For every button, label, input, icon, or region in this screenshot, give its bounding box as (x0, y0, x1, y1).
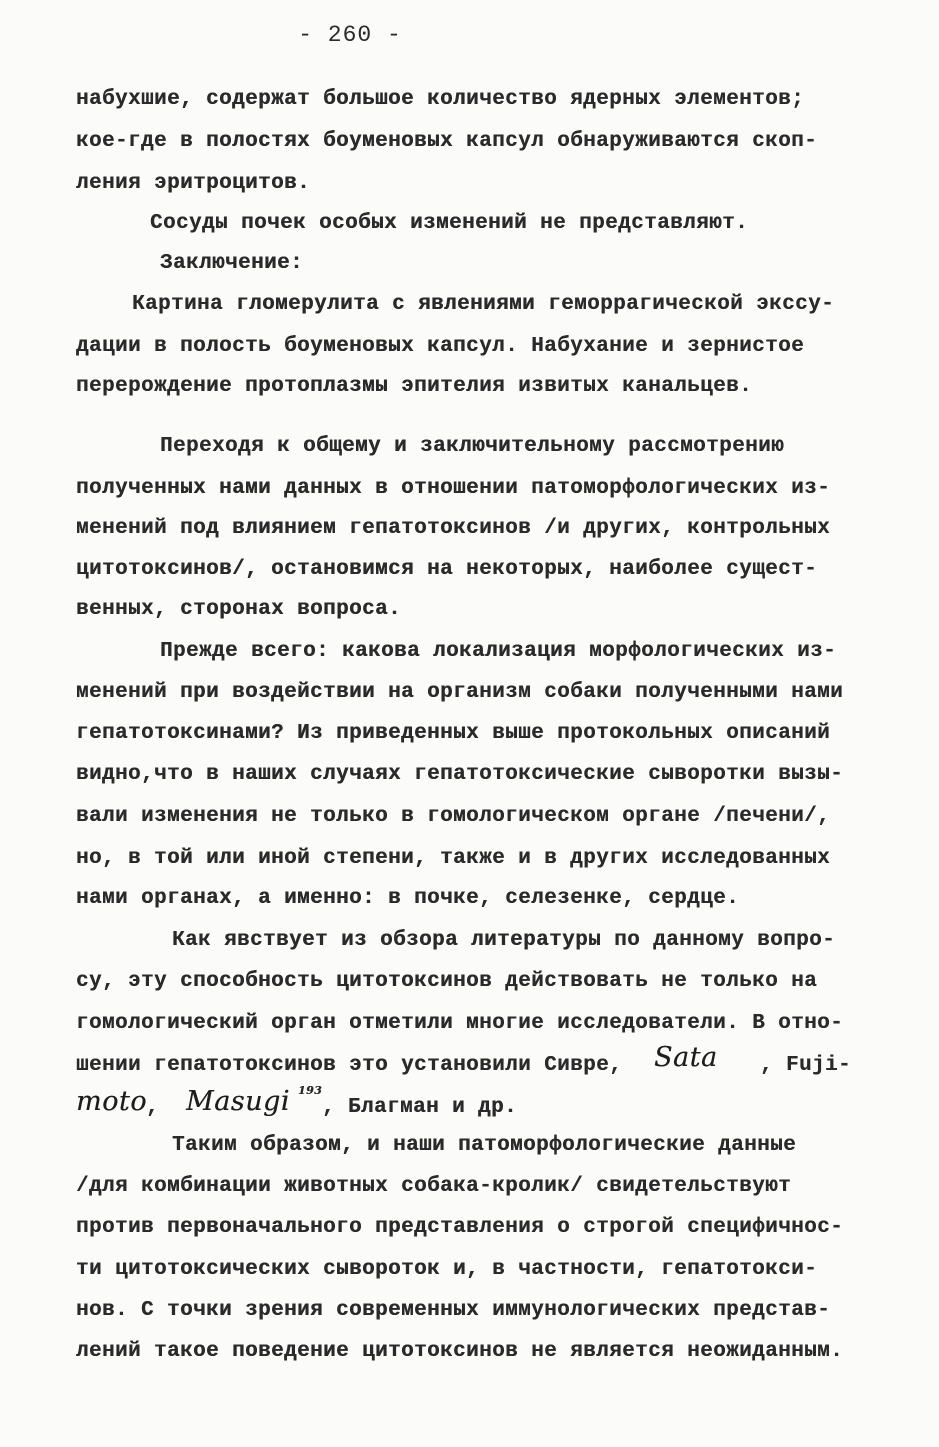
text-line: ти цитотоксических сывороток и, в частности, гепатотокси- (76, 1258, 818, 1281)
text-line: Как явствует из обзора литературы по данному вопро- (172, 929, 836, 952)
text-line: видно,что в наших случаях гепатотоксические сыворотки вызы- (76, 763, 844, 786)
page-number: - 260 - (298, 22, 402, 48)
handwritten-name-moto: moto (76, 1086, 147, 1117)
section-heading: Заключение: (160, 252, 304, 275)
text-line: /для комбинации животных собака-кролик/ свидетельствуют (76, 1175, 792, 1198)
text-line: су, эту способность цитотоксинов действовать не только на (76, 970, 818, 993)
text-line: менений под влиянием гепатотоксинов /и других, контрольных (76, 517, 831, 540)
reference-number: 193 (298, 1084, 323, 1097)
text-line: перерождение протоплазмы эпителия извитых канальцев. (76, 375, 753, 398)
text-line: но, в той или иной степени, также и в других исследованных (76, 847, 831, 870)
text-line: , (146, 1096, 160, 1119)
text-line: вали изменения не только в гомологическом органе /печени/, (76, 805, 831, 828)
text-line: лений такое поведение цитотоксинов не является неожиданным. (76, 1340, 844, 1363)
text-line: гепатотоксинами? Из приведенных выше протокольных описаний (76, 722, 831, 745)
text-line: ления эритроцитов. (76, 172, 311, 195)
text-line: полученных нами данных в отношении патоморфологических из- (76, 477, 831, 500)
text-line: кое-где в полостях боуменовых капсул обнаруживаются скоп- (76, 130, 818, 153)
text-line: шении гепатотоксинов это установили Сивре, (76, 1054, 623, 1077)
text-line: Таким образом, и наши патоморфологические данные (172, 1134, 797, 1157)
text-line: менений при воздействии на организм собаки полученными нами (76, 681, 844, 704)
text-line: нов. С точки зрения современных иммунологических представ- (76, 1299, 831, 1322)
text-line: против первоначального представления о строгой специфичнос- (76, 1216, 844, 1239)
text-line: Сосуды почек особых изменений не представляют. (150, 212, 749, 235)
text-line: нами органах, а именно: в почке, селезенке, сердце. (76, 887, 740, 910)
text-line: дации в полость боуменовых капсул. Набухание и зернистое (76, 335, 805, 358)
text-line: цитотоксинов/, остановимся на некоторых, наиболее сущест- (76, 558, 818, 581)
text-line: , Fuji- (760, 1054, 852, 1077)
handwritten-name-masugi: Masugi (186, 1086, 290, 1117)
text-line: Переходя к общему и заключительному рассмотрению (160, 435, 785, 458)
text-line: Картина гломерулита с явлениями геморрагической экссу- (132, 293, 835, 316)
handwritten-name-sata: Sata (654, 1042, 718, 1073)
text-line: гомологический орган отметили многие исследователи. В отно- (76, 1012, 844, 1035)
text-line: , Благман и др. (322, 1096, 518, 1119)
text-line: набухшие, содержат большое количество ядерных элементов; (76, 88, 805, 111)
text-line: венных, сторонах вопроса. (76, 598, 402, 621)
text-line: Прежде всего: какова локализация морфологических из- (160, 640, 837, 663)
